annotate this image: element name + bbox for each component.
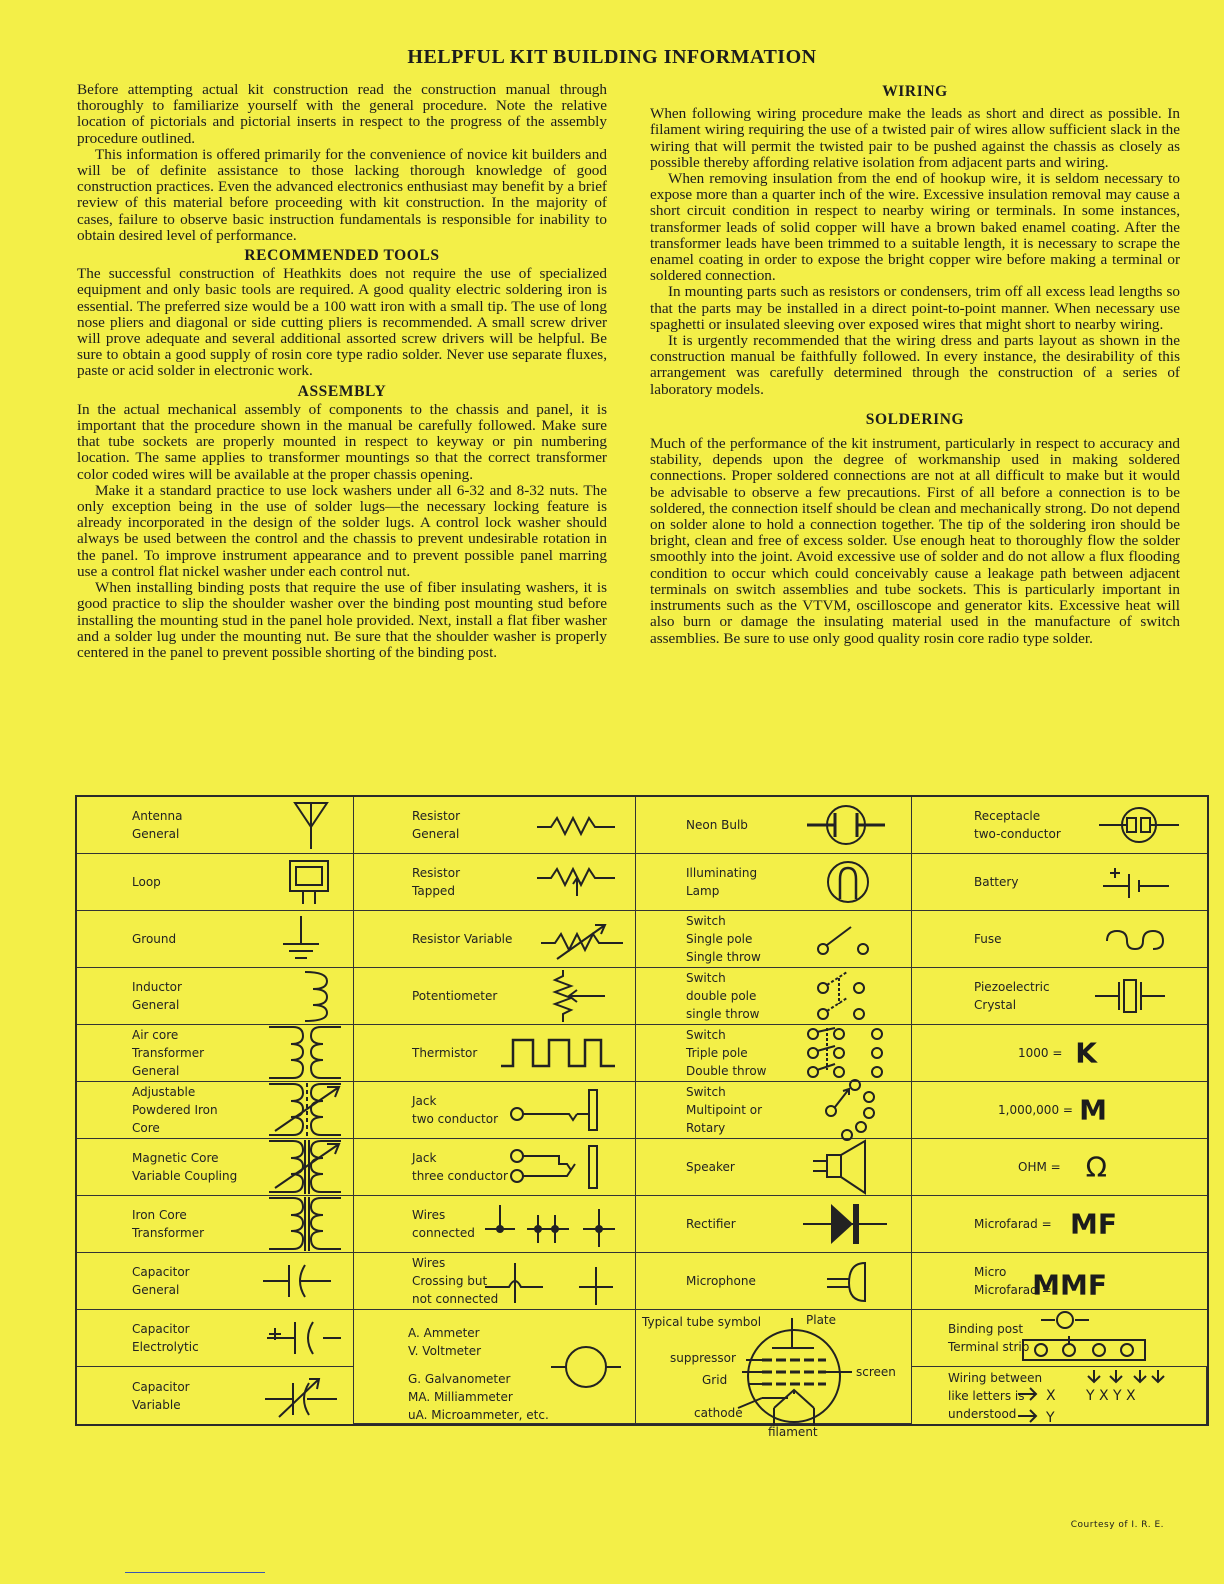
symbol-microfarad: Microfarad = MF bbox=[912, 1196, 1207, 1253]
svg-text:Grid: Grid bbox=[702, 1373, 728, 1387]
symbol-battery: Battery bbox=[912, 854, 1207, 911]
symbol-capacitor-variable: Capacitor Variable bbox=[77, 1367, 354, 1424]
assembly-paragraph: When installing binding posts that require the use of fiber insulating washers, it is good practice to slip the shoulder washer over the binding post mounting stud before installing the mounting stud in the panel hole provided. Next, install a flat fiber washer and a solder lug under the mounting nut. Be sure that the shoulder washer is properly centered in the panel to prevent possible shorting of the binding post. bbox=[77, 579, 607, 661]
wires-connected-icon bbox=[483, 1199, 617, 1249]
wiring-paragraph: In mounting parts such as resistors or condensers, trim off all excess lead lengths so that the parts may be installed in a direct point-to-point manner. When necessary use spaghetti or insulated sleeving over exposed wires that might short to nearby wiring. bbox=[650, 283, 1180, 333]
symbol-meters: A. Ammeter V. Voltmeter G. Galvanometer MA. Milliammeter uA. Microammeter, etc. bbox=[354, 1310, 636, 1424]
battery-icon bbox=[1101, 862, 1171, 902]
svg-text:cathode: cathode bbox=[694, 1406, 743, 1420]
symbol-resistor-tapped: Resistor Tapped bbox=[354, 854, 636, 911]
resistor-tapped-icon bbox=[535, 866, 617, 898]
meter-icon bbox=[549, 1344, 623, 1390]
aircore-transformer-icon bbox=[265, 1024, 345, 1082]
symbol-crystal: Piezoelectric Crystal bbox=[912, 968, 1207, 1025]
svg-text:Plate: Plate bbox=[806, 1313, 837, 1327]
resistor-variable-icon bbox=[539, 917, 625, 961]
symbol-resistor-variable: Resistor Variable bbox=[354, 911, 636, 968]
wiring-heading: WIRING bbox=[882, 83, 948, 100]
assembly-paragraph: Make it a standard practice to use lock washers under all 6-32 and 8-32 nuts. The only exception being in the use of solder lugs—the necessary locking feature is already incorporated in the design of the solder lugs. A control lock washer should always be used between the control and the chassis to prevent undesirable rotation in the panel. To improve instrument appearance and to prevent possible panel marring use a control flat nickel washer under each control nut. bbox=[77, 481, 607, 580]
neon-bulb-icon bbox=[805, 803, 887, 847]
lamp-icon bbox=[825, 859, 871, 905]
magnetic-core-icon bbox=[265, 1138, 345, 1196]
svg-text:Typical tube symbol: Typical tube symbol bbox=[642, 1315, 762, 1329]
symbol-wires-crossing: Wires Crossing but not connected bbox=[354, 1253, 636, 1310]
inductor-icon bbox=[301, 969, 331, 1023]
microphone-icon bbox=[825, 1259, 871, 1303]
ohm-letter: Ω bbox=[1085, 1150, 1107, 1184]
receptacle-icon bbox=[1097, 805, 1181, 845]
wiring-paragraph: When removing insulation from the end of hookup wire, it is seldom necessary to expose more than a quarter inch of the wire. Excessive insulation removal may cause a short circuit condition in respect to nearby wiring or terminals. In some instances, transformer leads of solid copper will have a brown baked enamel coating. After the transformer leads have been trimmed to a suitable length, it is necessary to scrape the enamel coating in order to expose the bright copper wire before making a terminal or soldered connection. bbox=[650, 170, 1180, 285]
symbol-microphone: Microphone bbox=[636, 1253, 912, 1310]
symbol-wiring-between: Wiring between like letters is understood X Y X Y X Y bbox=[912, 1367, 1207, 1424]
switch-3pdt-icon bbox=[807, 1024, 885, 1082]
symbol-fuse: Fuse bbox=[912, 911, 1207, 968]
symbol-switch-3pdt: Switch Triple pole Double throw bbox=[636, 1025, 912, 1082]
symbol-switch-rotary: Switch Multipoint or Rotary bbox=[636, 1082, 912, 1139]
symbol-jack-two: Jack two conductor bbox=[354, 1082, 636, 1139]
symbol-mega: 1,000,000 = M bbox=[912, 1082, 1207, 1139]
mega-letter: M bbox=[1079, 1093, 1107, 1127]
crystal-icon bbox=[1093, 974, 1167, 1018]
right-column bbox=[650, 80, 1180, 647]
capacitor-electrolytic-icon bbox=[265, 1316, 343, 1360]
ground-icon bbox=[279, 914, 323, 964]
fuse-icon bbox=[1105, 927, 1167, 951]
speaker-icon bbox=[811, 1139, 873, 1195]
left-column bbox=[77, 82, 607, 661]
soldering-paragraph: Much of the performance of the kit instrument, particularly in respect to accuracy and stability, depends upon the degree of workmanship used in making soldered connections. Proper soldered connections are not at all difficult to make but it would be advisable to observe a few precautions. First of all before a connection is to be soldered, the connection itself should be clean and mechanically strong. Do not depend on solder alone to hold a connection together. The tip of the soldering iron should be bright, clean and free of excess solder. Use enough heat to thoroughly flow the solder smoothly into the joint. Avoid excessive use of solder and do not allow a flux flooding condition to occur which could conceivably cause a leakage path between adjacent terminals on switch assemblies and tube sockets. This is particularly important in instruments such as the VTVM, oscilloscope and generator kits. Excessive heat will also burn or damage the insulating material used in the manufacture of switch assemblies. Be sure to use only good quality rosin core radio type solder. bbox=[650, 435, 1180, 647]
assembly-paragraph: In the actual mechanical assembly of components to the chassis and panel, it is important that the procedure shown in the manual be carefully followed. Make sure that tube sockets are properly mounted in respect to keyway or pin numbering location. The same applies to transformer mountings so that the correct transformer color coded wires will be available at the proper chassis opening. bbox=[77, 400, 607, 483]
symbol-capacitor-electrolytic: Capacitor Electrolytic bbox=[77, 1310, 354, 1367]
symbol-resistor: Resistor General bbox=[354, 797, 636, 854]
tools-paragraph: The successful construction of Heathkits does not require the use of specialized equipment and only basic tools are required. A good quality electric soldering iron is essential. The preferred size would be a 100 watt iron with a small tip. The use of long nose pliers and diagonal or side cutting pliers is recommended. A small screw driver will prove adequate and several additional assorted screw drivers will be helpful. Be sure to obtain a good supply of rosin core type radio solder. Never use separate fluxes, paste or acid solder in electronic work. bbox=[77, 265, 607, 380]
symbol-neon-bulb: Neon Bulb bbox=[636, 797, 912, 854]
symbol-antenna: Antenna General bbox=[77, 797, 354, 854]
svg-text:Y X Y X: Y X Y X bbox=[1086, 1387, 1136, 1404]
symbol-capacitor: Capacitor General bbox=[77, 1253, 354, 1310]
symbol-potentiometer: Potentiometer bbox=[354, 968, 636, 1025]
svg-text:screen: screen bbox=[856, 1365, 896, 1379]
page-title: HELPFUL KIT BUILDING INFORMATION bbox=[407, 46, 817, 68]
jack-three-conductor-icon bbox=[509, 1144, 605, 1190]
wiring-paragraph: It is urgently recommended that the wiring dress and parts layout as shown in the construction manual be faithfully followed. In every instance, the desirability of this arrangement was carefully determined through the construction of a series of laboratory models. bbox=[650, 332, 1180, 398]
capacitor-icon bbox=[261, 1259, 333, 1303]
symbol-iron-core-transformer: Iron Core Transformer bbox=[77, 1196, 354, 1253]
micro-microfarad-letters: MMF bbox=[1032, 1268, 1107, 1302]
symbol-ground: Ground bbox=[77, 911, 354, 968]
microfarad-letters: MF bbox=[1070, 1207, 1117, 1241]
jack-two-conductor-icon bbox=[509, 1088, 605, 1132]
thermistor-icon bbox=[499, 1036, 617, 1070]
courtesy-note: Courtesy of I. R. E. bbox=[1070, 1520, 1164, 1530]
assembly-heading: ASSEMBLY bbox=[297, 382, 387, 400]
potentiometer-icon bbox=[553, 968, 607, 1024]
symbol-aircore-transformer: Air core Transformer General bbox=[77, 1025, 354, 1082]
svg-text:Y: Y bbox=[1046, 1409, 1055, 1426]
svg-text:filament: filament bbox=[768, 1425, 818, 1439]
antenna-icon bbox=[291, 799, 331, 851]
symbol-micro-microfarad: Micro Microfarad = MMF bbox=[912, 1253, 1207, 1310]
terminal-strip-icon bbox=[1021, 1310, 1149, 1366]
symbol-rectifier: Rectifier bbox=[636, 1196, 912, 1253]
resistor-icon bbox=[535, 815, 617, 835]
symbol-jack-three: Jack three conductor bbox=[354, 1139, 636, 1196]
symbol-adjustable-core: Adjustable Powdered Iron Core bbox=[77, 1082, 354, 1139]
iron-core-transformer-icon bbox=[265, 1195, 345, 1253]
symbol-loop: Loop bbox=[77, 854, 354, 911]
intro-paragraph: Before attempting actual kit construction read the construction manual through thoroughly to familiarize yourself with the general procedure. Note the relative location of pictorials and pictorial inserts in respect to the progress of the assembly procedure outlined. bbox=[77, 81, 607, 147]
tools-heading: RECOMMENDED TOOLS bbox=[244, 247, 440, 265]
kilo-letter: K bbox=[1075, 1036, 1097, 1070]
symbol-switch-spst: Switch Single pole Single throw bbox=[636, 911, 912, 968]
symbol-inductor: Inductor General bbox=[77, 968, 354, 1025]
symbol-illuminating-lamp: Illuminating Lamp bbox=[636, 854, 912, 911]
symbol-wires-connected: Wires connected bbox=[354, 1196, 636, 1253]
bottom-rule bbox=[125, 1572, 265, 1573]
symbol-thermistor: Thermistor bbox=[354, 1025, 636, 1082]
symbol-ohm: OHM = Ω bbox=[912, 1139, 1207, 1196]
symbol-kilo: 1000 = K bbox=[912, 1025, 1207, 1082]
switch-dpst-icon bbox=[815, 968, 871, 1024]
switch-spst-icon bbox=[815, 919, 871, 959]
intro-paragraph: This information is offered primarily for the convenience of novice kit builders and will be of definite assistance to those lacking thorough knowledge of good construction practices. Even the advanced electronics enthusiast may benefit by a brief review of this material before proceeding with kit construction. In the majority of cases, failure to observe basic instruction fundamentals is responsible for inability to obtain desired level of performance. bbox=[77, 145, 607, 244]
symbol-table bbox=[75, 795, 1209, 1439]
symbol-speaker: Speaker bbox=[636, 1139, 912, 1196]
symbol-tube bbox=[636, 1310, 912, 1439]
capacitor-variable-icon bbox=[263, 1373, 339, 1419]
rectifier-icon bbox=[801, 1198, 889, 1250]
soldering-heading: SOLDERING bbox=[865, 410, 965, 428]
svg-text:X: X bbox=[1046, 1387, 1056, 1404]
symbol-binding-post: Binding post Terminal strip bbox=[912, 1310, 1207, 1367]
wires-crossing-icon bbox=[483, 1257, 617, 1305]
switch-rotary-icon bbox=[821, 1079, 877, 1141]
symbol-magnetic-core: Magnetic Core Variable Coupling bbox=[77, 1139, 354, 1196]
adjustable-core-icon bbox=[265, 1081, 345, 1139]
symbol-switch-dpst: Switch double pole single throw bbox=[636, 968, 912, 1025]
svg-text:suppressor: suppressor bbox=[670, 1351, 736, 1365]
wiring-between-icon bbox=[1016, 1366, 1166, 1426]
loop-antenna-icon bbox=[287, 858, 331, 906]
wiring-paragraph: When following wiring procedure make the leads as short and direct as possible. In filament wiring requiring the use of a twisted pair of wires allow sufficient slack in the wiring that will permit the twisted pair to be pushed against the chassis as closely as possible thereby affording relative isolation from adjacent parts and wiring. bbox=[650, 105, 1180, 171]
symbol-receptacle: Receptacle two-conductor bbox=[912, 797, 1207, 854]
tube-icon bbox=[638, 1313, 910, 1439]
